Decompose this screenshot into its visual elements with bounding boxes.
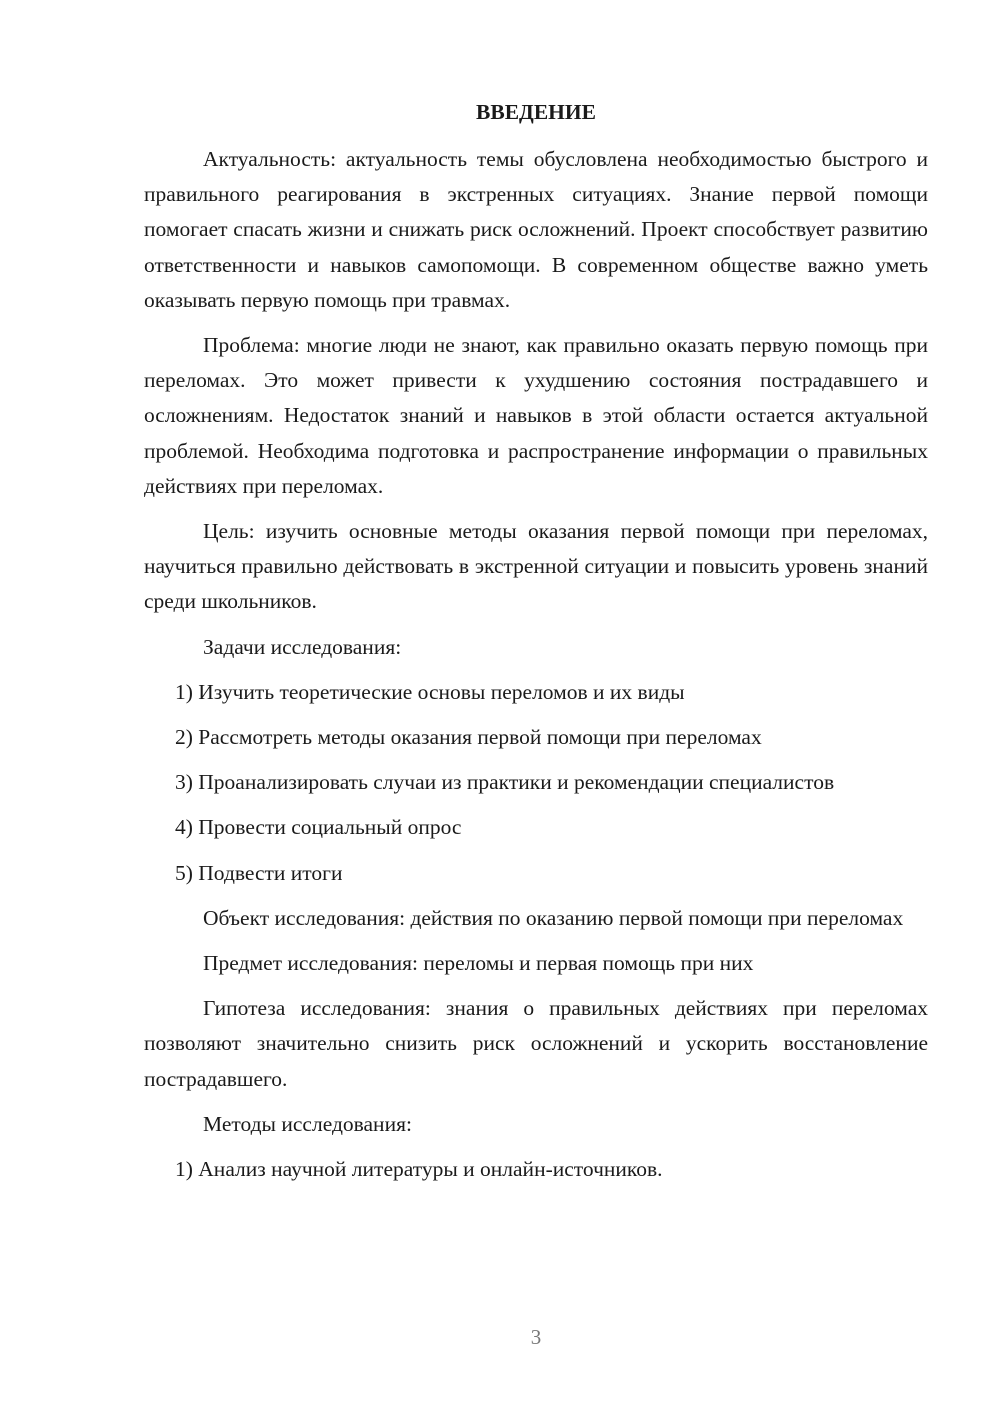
paragraph-object: Объект исследования: действия по оказанию первой помощи при переломах — [203, 905, 904, 930]
task-item: 5) Подвести итоги — [175, 860, 343, 885]
tasks-heading: Задачи исследования: — [203, 634, 402, 659]
document-body — [144, 142, 928, 1197]
paragraph-goal: Цель: изучить основные методы оказания первой помощи при переломах, научиться правильно действовать в экстренной ситуации и повысить уровень знаний среди школьников. — [144, 519, 928, 614]
page-title: ВВЕДЕНИЕ — [476, 100, 596, 124]
method-item: 1) Анализ научной литературы и онлайн-источников. — [175, 1157, 663, 1182]
task-item: 3) Проанализировать случаи из практики и рекомендации специалистов — [175, 770, 835, 795]
page-number: 3 — [530, 1325, 542, 1349]
task-item: 2) Рассмотреть методы оказания первой помощи при переломах — [175, 725, 762, 750]
task-item: 4) Провести социальный опрос — [175, 815, 462, 840]
paragraph-subject: Предмет исследования: переломы и первая помощь при них — [203, 951, 754, 976]
methods-heading: Методы исследования: — [203, 1111, 412, 1136]
paragraph-problem: Проблема: многие люди не знают, как правильно оказать первую помощь при переломах. Это может привести к ухудшению состояния пострадавшего и осложнениям. Недостаток знаний и навыков в этой области остается актуальной проблемой. Необходима подготовка и распространение информации о правильных действиях при переломах. — [144, 333, 928, 498]
task-item: 1) Изучить теоретические основы переломов и их виды — [175, 679, 685, 704]
paragraph-hypothesis: Гипотеза исследования: знания о правильных действиях при переломах позволяют значительно снизить риск осложнений и ускорить восстановление пострадавшего. — [144, 996, 928, 1091]
paragraph-relevance: Актуальность: актуальность темы обусловлена необходимостью быстрого и правильного реагирования в экстренных ситуациях. Знание первой помощи помогает спасать жизни и снижать риск осложнений. Проект способствует развитию ответственности и навыков самопомощи. В современном обществе важно уметь оказывать первую помощь при травмах. — [144, 147, 928, 312]
